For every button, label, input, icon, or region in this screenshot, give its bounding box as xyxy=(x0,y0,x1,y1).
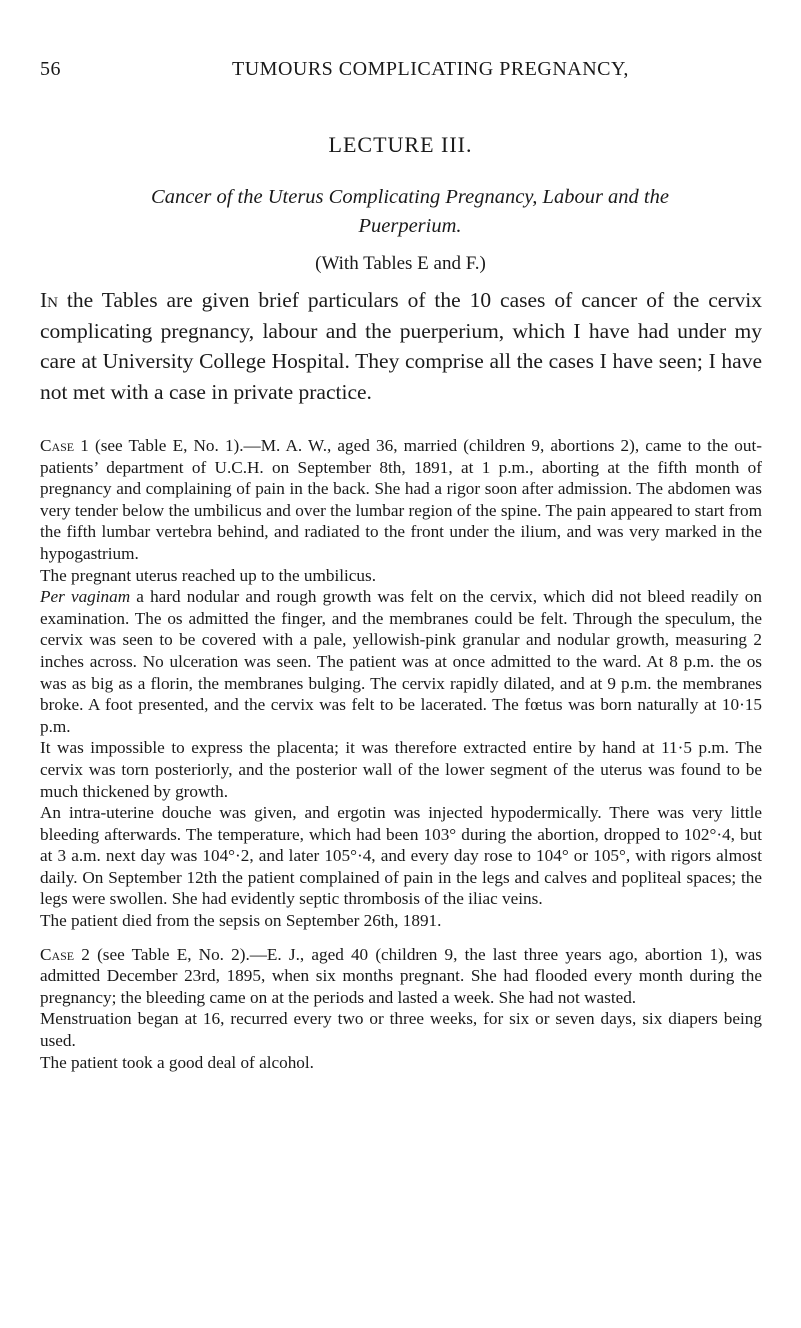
case1-paragraph-3 xyxy=(40,586,762,737)
case2-paragraph-2: Menstruation began at 16, recurred every two or three weeks, for six or seven days, six diapers being used. xyxy=(40,1009,762,1051)
case2-label: Case xyxy=(40,944,75,964)
tables-note: (With Tables E and F.) xyxy=(315,253,486,274)
case1-latin-term: Per vaginam xyxy=(40,587,131,607)
running-head xyxy=(40,58,760,86)
case1-text-1: 1 (see Table E, No. 1).—M. A. W., aged 36, married (children 9, abortions 2), came to the out-patients’ department of U.C.H. on September 8th, 1891, at 1 p.m., aborting at the fifth month of pregnancy and complaining of pain in the back. She had a rigor soon after admission. The abdomen was very tender below the umbilicus and over the lumbar region of the spine. The pain appeared to start from the fifth lumbar vertebra behind, and radiated to the front under the ilium, and was very marked in the hypogastrium. xyxy=(40,436,762,563)
case2-paragraph-3: The patient took a good deal of alcohol. xyxy=(40,1052,314,1072)
case1-paragraph-5: An intra-uterine douche was given, and ergotin was injected hypodermically. There was very little bleeding afterwards. The temperature, which had been 103° during the abortion, dropped to 102°·4, but at 3 a.m. next day was 104°·2, and later 105°·4, and every day rose to 104° or 105°, with rigors almost daily. On September 12th the patient complained of pain in the legs and calves and popliteal spaces; the legs were swollen. She had evidently septic thrombosis of the iliac veins. xyxy=(40,803,762,909)
case1-paragraph-6: The patient died from the sepsis on September 26th, 1891. xyxy=(40,911,442,931)
subtitle-line-2: Puerperium. xyxy=(358,215,462,237)
intro-text: the Tables are given brief particulars of the 10 cases of cancer of the cervix complicating pregnancy, labour and the puerperium, which I have had under my care at University College Hospital. They comprise all the cases I have seen; I have not met with a case in private practice. xyxy=(40,288,762,404)
case2-paragraph-1 xyxy=(40,944,762,1009)
running-title: TUMOURS COMPLICATING PREGNANCY, xyxy=(232,58,629,80)
subtitle-line-1: Cancer of the Uterus Complicating Pregnancy, Labour and the xyxy=(151,186,669,208)
lecture-subtitle xyxy=(150,183,670,241)
intro-lead-word: In xyxy=(40,288,58,312)
page-number: 56 xyxy=(40,58,61,80)
case1-paragraph-1 xyxy=(40,435,762,565)
case1-paragraph-2: The pregnant uterus reached up to the umbilicus. xyxy=(40,565,377,585)
case1-paragraph-4: It was impossible to express the placenta; it was therefore extracted entire by hand at 11·5 p.m. The cervix was torn posteriorly, and the posterior wall of the lower segment of the uterus was found to be much thickened by growth. xyxy=(40,738,762,801)
case1-text-3: a hard nodular and rough growth was felt on the cervix, which did not bleed readily on examination. The os admitted the finger, and the membranes could be felt. Through the speculum, the cervix was seen to be covered with a pale, yellowish-pink granular and nodular growth, measuring 2 inches across. No ulceration was seen. The patient was at once admitted to the ward. At 8 p.m. the os was as big as a florin, the membranes bulging. The cervix rapidly dilated, and at 9 p.m. the membranes broke. A foot presented, and the cervix was felt to be lacerated. The fœtus was born naturally at 10·15 p.m. xyxy=(40,587,762,736)
intro-paragraph xyxy=(40,285,762,407)
case2-text-1: 2 (see Table E, No. 2).—E. J., aged 40 (children 9, the last three years ago, abortion 1), was admitted December 23rd, 1895, when six months pregnant. She had flooded every month during the pregnancy; the bleeding came on at the periods and lasted a week. She had not wasted. xyxy=(40,944,762,1007)
lecture-heading: LECTURE III. xyxy=(328,132,473,157)
case-reports xyxy=(40,435,762,1073)
case1-label: Case xyxy=(40,436,75,455)
